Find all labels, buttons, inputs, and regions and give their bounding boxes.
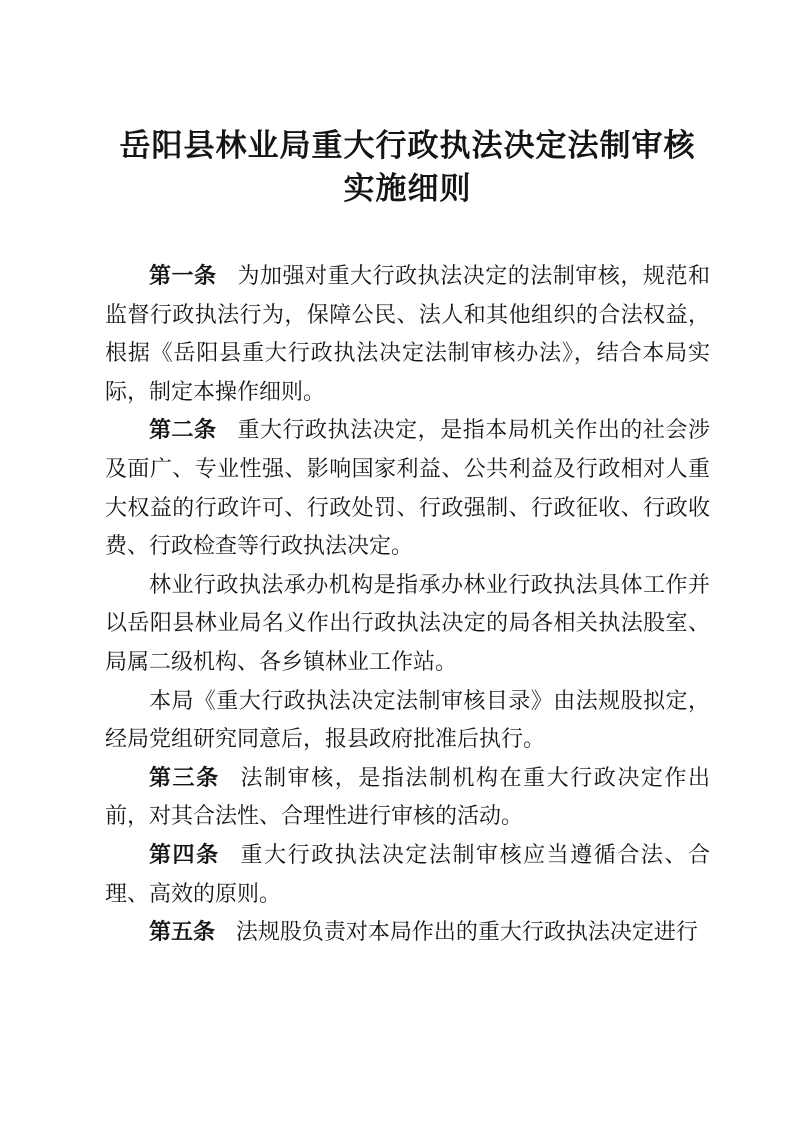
article-text: 重大行政执法决定，是指本局机关作出的社会涉及面广、专业性强、影响国家利益、公共利益及行政相对人重大权益的行政许可、行政处罚、行政强制、行政征收、行政收费、行政检查等行政执法决定。 bbox=[105, 417, 710, 559]
title-line-2: 实施细则 bbox=[343, 171, 472, 206]
article-number: 第四条 bbox=[149, 841, 220, 867]
article-text: 林业行政执法承办机构是指承办林业行政执法具体工作并以岳阳县林业局名义作出行政执法决定的局各相关执法股室、局属二级机构、各乡镇林业工作站。 bbox=[105, 571, 710, 674]
paragraph-article-2-cont-1 bbox=[105, 566, 710, 682]
article-text: 法规股负责对本局作出的重大行政执法决定进行 bbox=[235, 919, 698, 945]
article-number: 第三条 bbox=[149, 764, 220, 790]
paragraph-article-5 bbox=[105, 913, 710, 952]
paragraph-article-3 bbox=[105, 759, 710, 836]
paragraph-article-4 bbox=[105, 836, 710, 913]
article-text: 重大行政执法决定法制审核应当遵循合法、合理、高效的原则。 bbox=[105, 841, 710, 906]
paragraph-article-2 bbox=[105, 411, 710, 565]
article-text: 本局《重大行政执法决定法制审核目录》由法规股拟定，经局党组研究同意后，报县政府批准后执行。 bbox=[105, 687, 710, 752]
title-line-1: 岳阳县林业局重大行政执法决定法制审核 bbox=[119, 128, 696, 163]
paragraph-article-2-cont-2 bbox=[105, 682, 710, 759]
article-number: 第一条 bbox=[149, 263, 217, 288]
article-text: 法制审核，是指法制机构在重大行政决定作出前，对其合法性、合理性进行审核的活动。 bbox=[105, 764, 710, 829]
paragraph-article-1 bbox=[105, 257, 710, 411]
article-number: 第五条 bbox=[149, 919, 216, 945]
article-text: 为加强对重大行政执法决定的法制审核，规范和监督行政执法行为，保障公民、法人和其他组织的合法权益，根据《岳阳县重大行政执法决定法制审核办法》，结合本局实际，制定本操作细则。 bbox=[105, 263, 710, 404]
document-body bbox=[105, 257, 710, 952]
document-title bbox=[105, 124, 710, 210]
article-number: 第二条 bbox=[149, 417, 217, 443]
